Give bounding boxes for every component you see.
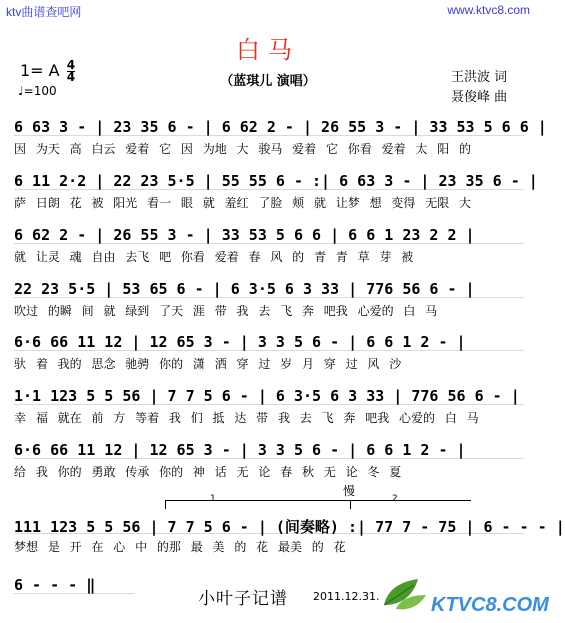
site-logo-text: KTVC8.COM [431,594,549,616]
lyrics: 幸 福 就在 前 方 等着 我 们 抵 达 带 我 去 飞 奔 吧我 心爱的 白 马 [14,411,479,425]
singer-credit: （蓝琪儿 演唱） [220,74,316,89]
lyrics: 萨 日朗 花 被 阳光 看一 眼 就 羞红 了脸 颊 就 让梦 想 变得 无限 大 [14,196,472,210]
notes: 6·6 66 11 12 | 12 65 3 - | 3 3 5 6 - | 6 6 1 2 - | [14,441,524,459]
lyrics: 吹过 的瞬 间 就 绿到 了天 涯 带 我 去 飞 奔 吧我 心爱的 白 马 [14,304,438,318]
song-title: 白马 [236,36,300,64]
lyrics: 给 我 你的 勇敢 传承 你的 神 话 无 论 春 秋 无 论 冬 夏 [14,465,402,479]
time-top: 4 [66,58,76,72]
tempo-mark: ♩=100 [18,84,57,98]
notes: 6·6 66 11 12 | 12 65 3 - | 3 3 5 6 - | 6 6 1 2 - | [14,333,524,351]
notes: 22 23 5·5 | 53 65 6 - | 6 3·5 6 3 33 | 776 56 6 - | [14,280,524,298]
notes: 6 11 2·2 | 22 23 5·5 | 55 55 6 - :| 6 63 3 - | 23 35 6 - | [14,172,538,190]
notes: 6 - - - ‖ [14,576,134,594]
watermark-right: www.ktvc8.com [447,3,530,17]
lyrics: 就 让灵 魂 自由 去飞 吧 你看 爱着 春 风 的 青 青 草 芽 被 [14,250,414,264]
lyricist-credit: 王洪波 词 [451,70,508,85]
lyrics: 梦想 是 开 在 心 中 的那 最 美 的 花 最美 的 花 [14,540,346,554]
time-bottom: 4 [66,70,76,84]
notes: 6 62 2 - | 26 55 3 - | 33 53 5 6 6 | 6 6 1 23 2 2 | [14,226,524,244]
first-ending-bracket [165,500,351,509]
watermark-left: ktv曲谱查吧网 [6,5,82,19]
second-ending-bracket [350,500,471,509]
lyrics: 驮 着 我的 思念 驰骋 你的 潇 洒 穿 过 岁 月 穿 过 风 沙 [14,357,402,371]
key-label: 1= A [20,61,60,80]
notes: 111 123 5 5 56 | 7 7 5 6 - | (间奏略) :| 77 7 - 75 | 6 - - - | [14,518,565,536]
tempo-change-mark: 慢 [343,484,356,498]
first-ending-number: 1 [210,494,216,504]
transcription-date: 2011.12.31. [313,590,380,603]
leaf-logo-icon [374,575,432,615]
lyrics: 因 为天 高 白云 爱着 它 因 为地 大 骏马 爱着 它 你看 爱着 太 阳 的 [14,142,472,156]
second-ending-number: 2 [392,494,398,504]
transcriber-signature: 小叶子记谱 [198,589,288,609]
notes: 6 63 3 - | 23 35 6 - | 6 62 2 - | 26 55 3 - | 33 53 5 6 6 | [14,118,547,136]
composer-credit: 聂俊峰 曲 [451,90,508,105]
notes: 1·1 123 5 5 56 | 7 7 5 6 - | 6 3·5 6 3 33 | 776 56 6 - | [14,387,524,405]
